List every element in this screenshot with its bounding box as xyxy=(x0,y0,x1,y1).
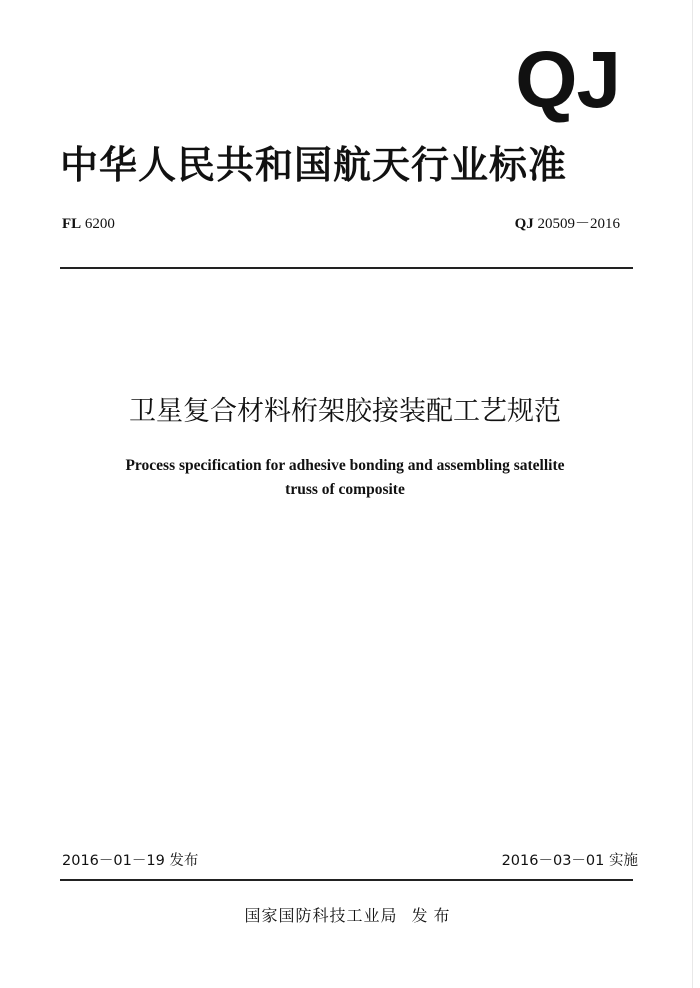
qj-logo: QJ xyxy=(515,35,620,124)
publisher xyxy=(0,904,700,928)
implementation-date: 2016－03－01 实施 xyxy=(501,853,638,869)
document-title-english-line1: Process specification for adhesive bonding and assembling satellite xyxy=(125,457,565,474)
classification-code xyxy=(62,214,115,234)
publisher-verb: 发布 xyxy=(411,906,456,925)
classification-number: 6200 xyxy=(84,216,115,232)
document-title-english xyxy=(0,454,690,502)
publisher-org: 国家国防科技工业局 xyxy=(244,906,398,925)
standard-number-prefix: QJ xyxy=(514,216,534,232)
document-title-chinese: 卫星复合材料桁架胶接装配工艺规范 xyxy=(129,396,561,427)
bottom-divider xyxy=(60,879,633,881)
standard-number xyxy=(515,214,620,234)
classification-prefix: FL xyxy=(62,216,82,232)
top-divider xyxy=(60,267,633,269)
standard-number-value: 20509－2016 xyxy=(537,216,620,232)
standard-category-title: 中华人民共和国航天行业标准 xyxy=(60,143,568,187)
document-title-english-line2: truss of composite xyxy=(285,481,405,498)
page-edge-line xyxy=(692,0,693,988)
issue-date: 2016－01－19 发布 xyxy=(62,853,199,869)
